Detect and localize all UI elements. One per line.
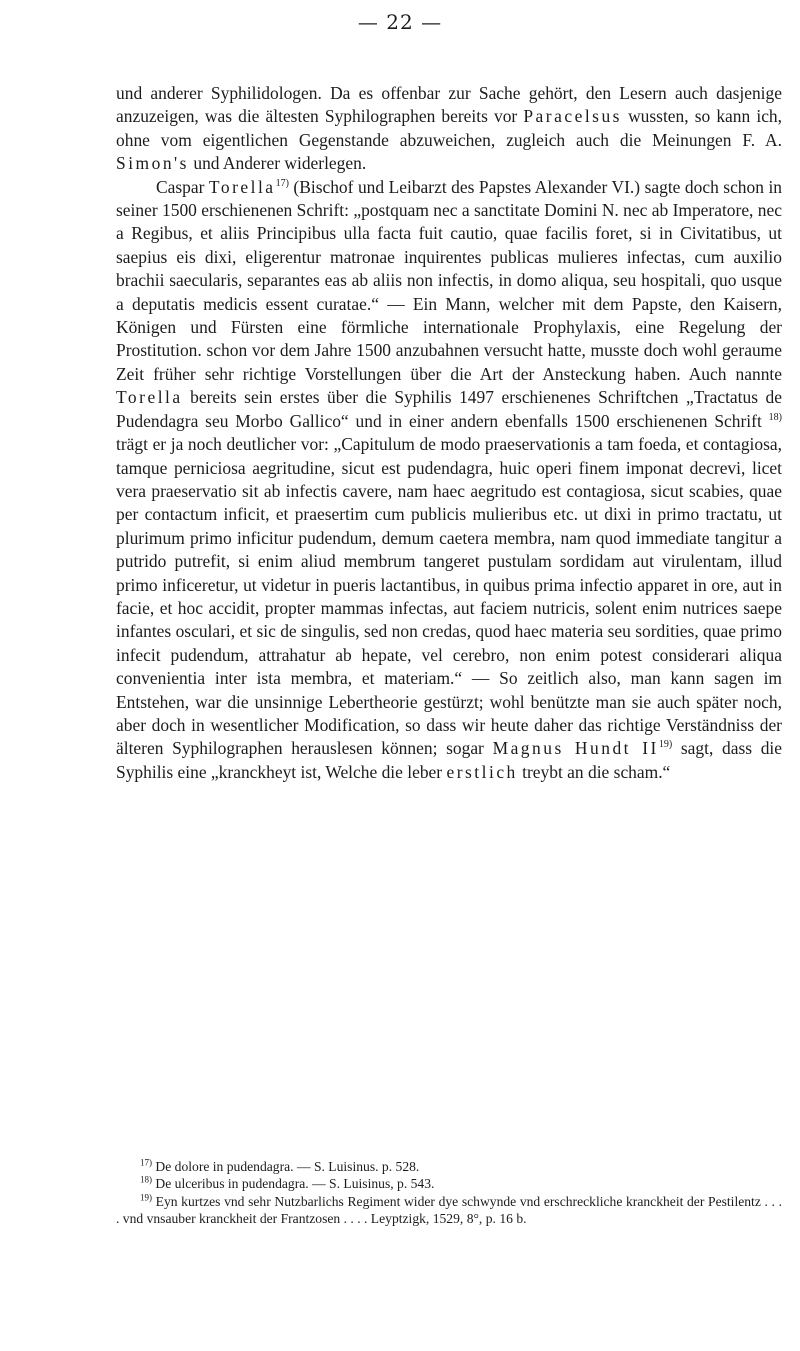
footnote-17: $^{17)}$ De dolore in pudendagra. — S. Luisinus. p. 528.	[140, 1157, 420, 1174]
body-text	[116, 82, 782, 784]
spaced-name: Torella	[208, 176, 276, 197]
footnote-18: $^{18)}$ De ulceribus in pudendagra. — S. Luisinus, p. 543.	[140, 1174, 435, 1192]
footnotes	[116, 1158, 782, 1228]
spaced-name: Torella	[116, 387, 183, 408]
paragraph-1: und anderer Syphilidologen. Da es offenbar zur Sache gehört, den Lesern auch dasjenige anzuzeigen, was die ältesten Syphilographen bereits vor Paracelsus wussten, so kann ich, ohne vom eigentlichen Gegenstande abzuweichen, zugleich auch die Meinungen F. A. Simon's und Anderer widerlegen.	[116, 83, 783, 174]
spaced-name: Magnus Hundt II	[492, 738, 659, 759]
footnote-ref-18: 18)	[768, 411, 783, 423]
paragraph-2: Caspar Torella$^{17)}$ (Bischof und Leibarzt des Papstes Alexander VI.) sagte doch schon in seiner 1500 erschienenen Schrift: „postquam nec a sanctitate Domini N. nec ab Imperatore, nec a Regibus, et aliis Principibus ulla facta fuit cautio, quae facilis foret, si in Civitatibus, ut saepius eis dixi, eligerentur matronae inquirentes publicas mulieres infectas, cum auxilio brachii saecularis, separantes eas ab aliis non infectis, in domo aliqua, seu hospitali, quo usque a deputatis medicis essent curatae.“ — Ein Mann, welcher mit dem Papste, den Kaisern, Königen und Fürsten eine förmliche internationale Prophylaxis, eine Regelung der Prostitution. schon vor dem Jahre 1500 anzubahnen versucht hatte, musste doch wohl geraume Zeit früher sehr richtige Vorstellungen über die Art der Ansteckung haben. Auch nannte Torella bereits sein erstes über die Syphilis 1497 erschienenes Schriftchen „Tractatus de Pudendagra seu Morbo Gallico“ und in einer andern ebenfalls 1500 erschienenen Schrift $^{18)}$ trägt er ja noch deutlicher vor: „Capitulum de modo praeservationis a tam foeda, et contagiosa, tamque perniciosa aegritudine, sicut est pudendagra, huic operi finem imponat decrevi, licet vera praeservatio sit ab infectis cavere, nam haec aegritudo est contagiosa, sicut scabies, quae per contactum inficit, et praesertim cum publicis mulieribus etc. ut dixi in primo tractatu, ut plurimum primo inficitur pudendum, demum caetera membra, nam quod immediate tangitur a putrido putrefit, si enim aliud membrum tangeret pustulam sordidam aut virulentam, illud primo inficeretur, ut videtur in pueris lactantibus, in quibus prima infectio apparet in ore, aut in facie, et hoc accidit, propter mammas infectas, aut faciem nutricis, solent enim nutrices saepe infantes osculari, et sic de singulis, sed non credas, quod haec materia seu sordities, quae primo infecit pudendum, attrahatur ab hepate, vel cerebro, non enim potest considerari aliqua convenientia inter ista membra, et materiam.“ — So zeitlich also, man kann sagen im Entstehen, war die unsinnige Lebertheorie gestürzt; wohl benützte man sie auch später noch, aber doch in wesentlicher Modification, so dass wir heute daher das richtige Verständniss der älteren Syphilographen herauslesen können; sogar Magnus Hundt II$^{19)}$ sagt, dass die Syphilis eine „kranckheyt ist, Welche die leber erstlich treybt an die scham.“	[116, 176, 783, 782]
spaced-name: erstlich	[446, 761, 518, 782]
footnote-ref-19: 19)	[658, 739, 673, 751]
page-number: — 22 —	[357, 10, 443, 34]
footnote-ref-17: 17)	[275, 177, 289, 189]
spaced-name: Simon's	[116, 153, 189, 174]
spaced-name: Paracelsus	[523, 106, 622, 127]
footnote-19: $^{19)}$ Eyn kurtzes vnd sehr Nutzbarlichs Regiment wider dye schwynde vnd erschreckliche kranckheit der Pestilentz . . . . vnd vnsauber kranckheit der Frantzosen . . . . Leyptzigk, 1529, 8°, p. 16 b.	[116, 1192, 782, 1227]
